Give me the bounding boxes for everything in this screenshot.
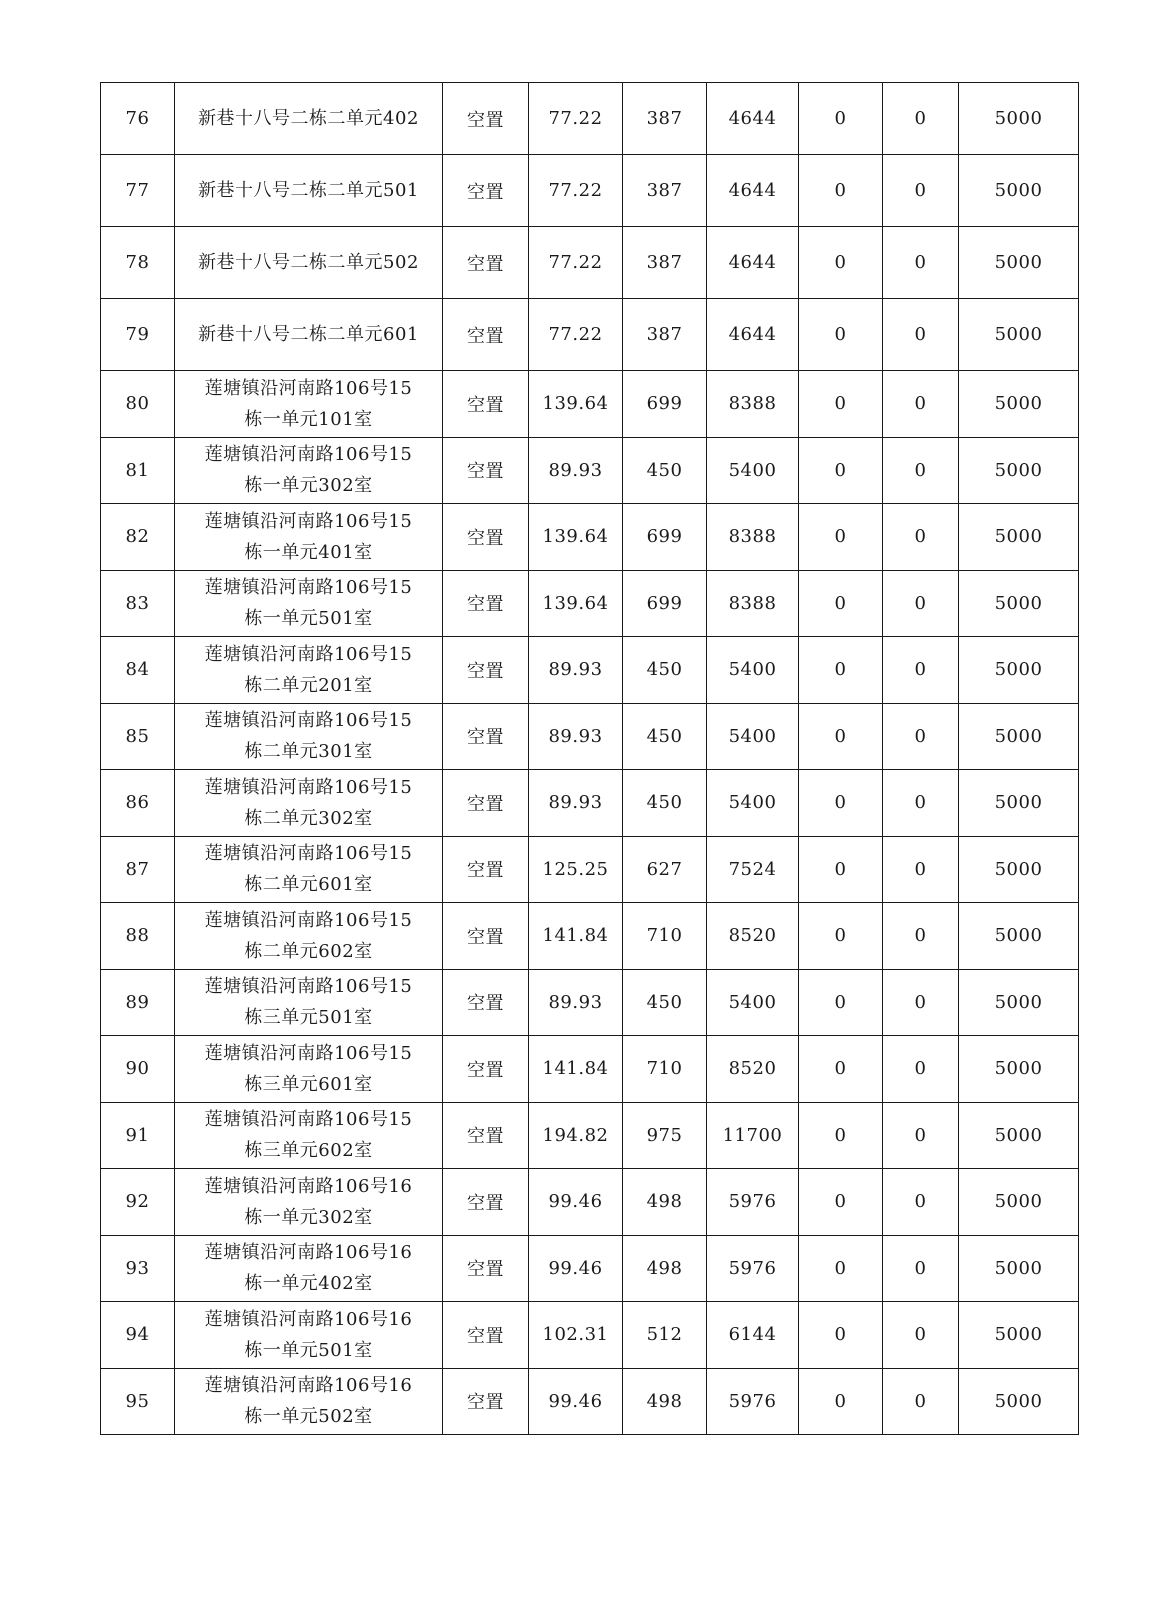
annual-rent-cell: 5976 — [707, 1235, 799, 1302]
row-number-cell: 83 — [101, 570, 175, 637]
address-cell — [175, 703, 443, 770]
area-cell: 77.22 — [529, 155, 623, 227]
annual-rent-cell: 4644 — [707, 83, 799, 155]
column-7-cell: 0 — [799, 836, 883, 903]
address-line: 栋一单元501室 — [244, 1339, 373, 1361]
address-cell — [175, 836, 443, 903]
status-cell: 空置 — [443, 299, 529, 371]
address-cell — [175, 1302, 443, 1369]
table-row — [101, 637, 1079, 704]
address-cell — [175, 1368, 443, 1435]
status-cell: 空置 — [443, 437, 529, 504]
column-9-cell: 5000 — [959, 1235, 1079, 1302]
address-line: 栋二单元302室 — [244, 807, 373, 829]
status-cell: 空置 — [443, 504, 529, 571]
monthly-rent-cell: 699 — [623, 371, 707, 438]
row-number-cell: 95 — [101, 1368, 175, 1435]
column-8-cell: 0 — [883, 83, 959, 155]
address-line: 新巷十八号二栋二单元402 — [198, 108, 419, 129]
area-cell: 139.64 — [529, 570, 623, 637]
address-line: 栋一单元302室 — [244, 1206, 373, 1228]
address-line: 栋一单元402室 — [244, 1273, 373, 1295]
area-cell: 77.22 — [529, 227, 623, 299]
status-cell: 空置 — [443, 1235, 529, 1302]
column-9-cell: 5000 — [959, 1036, 1079, 1103]
monthly-rent-cell: 387 — [623, 227, 707, 299]
status-cell: 空置 — [443, 1102, 529, 1169]
address-line: 莲塘镇沿河南路106号16 — [204, 1242, 413, 1264]
address-line: 栋二单元301室 — [244, 741, 373, 763]
column-9-cell: 5000 — [959, 1302, 1079, 1369]
address-line: 莲塘镇沿河南路106号15 — [204, 444, 413, 466]
annual-rent-cell: 6144 — [707, 1302, 799, 1369]
area-cell: 89.93 — [529, 437, 623, 504]
monthly-rent-cell: 627 — [623, 836, 707, 903]
row-number-cell: 80 — [101, 371, 175, 438]
status-cell: 空置 — [443, 903, 529, 970]
monthly-rent-cell: 710 — [623, 1036, 707, 1103]
area-cell: 99.46 — [529, 1235, 623, 1302]
monthly-rent-cell: 710 — [623, 903, 707, 970]
status-cell: 空置 — [443, 155, 529, 227]
address-line: 莲塘镇沿河南路106号15 — [204, 577, 413, 599]
column-9-cell: 5000 — [959, 570, 1079, 637]
column-7-cell: 0 — [799, 83, 883, 155]
table-row — [101, 836, 1079, 903]
table-row — [101, 371, 1079, 438]
column-9-cell: 5000 — [959, 637, 1079, 704]
address-line: 栋三单元501室 — [244, 1007, 373, 1029]
column-8-cell: 0 — [883, 1169, 959, 1236]
column-7-cell: 0 — [799, 371, 883, 438]
address-line: 栋二单元201室 — [244, 674, 373, 696]
status-cell: 空置 — [443, 1302, 529, 1369]
area-cell: 194.82 — [529, 1102, 623, 1169]
row-number-cell: 76 — [101, 83, 175, 155]
area-cell: 89.93 — [529, 703, 623, 770]
table-row — [101, 155, 1079, 227]
address-cell — [175, 969, 443, 1036]
address-cell — [175, 1102, 443, 1169]
address-cell — [175, 1235, 443, 1302]
monthly-rent-cell: 450 — [623, 637, 707, 704]
column-9-cell: 5000 — [959, 1169, 1079, 1236]
address-line: 新巷十八号二栋二单元501 — [198, 180, 419, 201]
column-8-cell: 0 — [883, 437, 959, 504]
annual-rent-cell: 5400 — [707, 637, 799, 704]
column-9-cell: 5000 — [959, 770, 1079, 837]
column-9-cell: 5000 — [959, 836, 1079, 903]
column-7-cell: 0 — [799, 227, 883, 299]
column-8-cell: 0 — [883, 371, 959, 438]
column-9-cell: 5000 — [959, 903, 1079, 970]
column-7-cell: 0 — [799, 299, 883, 371]
table-row — [101, 770, 1079, 837]
address-line: 新巷十八号二栋二单元601 — [198, 324, 419, 345]
row-number-cell: 81 — [101, 437, 175, 504]
column-7-cell: 0 — [799, 1036, 883, 1103]
column-7-cell: 0 — [799, 703, 883, 770]
row-number-cell: 82 — [101, 504, 175, 571]
column-7-cell: 0 — [799, 570, 883, 637]
column-8-cell: 0 — [883, 1235, 959, 1302]
address-line: 栋三单元601室 — [244, 1073, 373, 1095]
column-8-cell: 0 — [883, 770, 959, 837]
column-8-cell: 0 — [883, 155, 959, 227]
column-8-cell: 0 — [883, 637, 959, 704]
table-row — [101, 969, 1079, 1036]
column-7-cell: 0 — [799, 504, 883, 571]
monthly-rent-cell: 387 — [623, 299, 707, 371]
area-cell: 141.84 — [529, 903, 623, 970]
annual-rent-cell: 4644 — [707, 227, 799, 299]
column-9-cell: 5000 — [959, 1368, 1079, 1435]
address-cell — [175, 504, 443, 571]
annual-rent-cell: 4644 — [707, 299, 799, 371]
annual-rent-cell: 7524 — [707, 836, 799, 903]
table-row — [101, 299, 1079, 371]
property-table — [100, 82, 1079, 1435]
area-cell: 141.84 — [529, 1036, 623, 1103]
address-cell — [175, 1036, 443, 1103]
annual-rent-cell: 8520 — [707, 903, 799, 970]
area-cell: 139.64 — [529, 504, 623, 571]
table-row — [101, 1036, 1079, 1103]
address-line: 莲塘镇沿河南路106号15 — [204, 843, 413, 865]
area-cell: 77.22 — [529, 299, 623, 371]
monthly-rent-cell: 387 — [623, 155, 707, 227]
monthly-rent-cell: 387 — [623, 83, 707, 155]
column-7-cell: 0 — [799, 1102, 883, 1169]
table-row — [101, 1302, 1079, 1369]
row-number-cell: 91 — [101, 1102, 175, 1169]
address-cell — [175, 227, 443, 299]
monthly-rent-cell: 512 — [623, 1302, 707, 1369]
address-line: 莲塘镇沿河南路106号15 — [204, 710, 413, 732]
column-8-cell: 0 — [883, 227, 959, 299]
column-7-cell: 0 — [799, 770, 883, 837]
annual-rent-cell: 5400 — [707, 770, 799, 837]
address-cell — [175, 371, 443, 438]
row-number-cell: 78 — [101, 227, 175, 299]
area-cell: 99.46 — [529, 1169, 623, 1236]
address-cell — [175, 770, 443, 837]
status-cell: 空置 — [443, 1169, 529, 1236]
address-cell — [175, 637, 443, 704]
address-cell — [175, 83, 443, 155]
column-9-cell: 5000 — [959, 703, 1079, 770]
column-7-cell: 0 — [799, 1235, 883, 1302]
column-7-cell: 0 — [799, 155, 883, 227]
column-9-cell: 5000 — [959, 227, 1079, 299]
table-row — [101, 227, 1079, 299]
row-number-cell: 85 — [101, 703, 175, 770]
column-9-cell: 5000 — [959, 155, 1079, 227]
address-line: 莲塘镇沿河南路106号15 — [204, 976, 413, 998]
monthly-rent-cell: 450 — [623, 969, 707, 1036]
area-cell: 89.93 — [529, 969, 623, 1036]
address-line: 栋二单元602室 — [244, 940, 373, 962]
monthly-rent-cell: 498 — [623, 1235, 707, 1302]
address-cell — [175, 299, 443, 371]
status-cell: 空置 — [443, 969, 529, 1036]
table-row — [101, 83, 1079, 155]
annual-rent-cell: 8388 — [707, 504, 799, 571]
row-number-cell: 77 — [101, 155, 175, 227]
address-line: 莲塘镇沿河南路106号15 — [204, 909, 413, 931]
column-8-cell: 0 — [883, 1036, 959, 1103]
address-cell — [175, 570, 443, 637]
status-cell: 空置 — [443, 371, 529, 438]
table-row — [101, 703, 1079, 770]
address-line: 莲塘镇沿河南路106号15 — [204, 1109, 413, 1131]
address-line: 莲塘镇沿河南路106号16 — [204, 1308, 413, 1330]
address-line: 栋二单元601室 — [244, 874, 373, 896]
column-7-cell: 0 — [799, 1368, 883, 1435]
table-row — [101, 570, 1079, 637]
row-number-cell: 84 — [101, 637, 175, 704]
address-cell — [175, 1169, 443, 1236]
column-8-cell: 0 — [883, 903, 959, 970]
table-row — [101, 1235, 1079, 1302]
address-line: 栋一单元502室 — [244, 1406, 373, 1428]
annual-rent-cell: 4644 — [707, 155, 799, 227]
column-9-cell: 5000 — [959, 504, 1079, 571]
address-line: 栋一单元501室 — [244, 608, 373, 630]
status-cell: 空置 — [443, 637, 529, 704]
annual-rent-cell: 5400 — [707, 703, 799, 770]
column-8-cell: 0 — [883, 299, 959, 371]
table-body — [101, 83, 1079, 1435]
address-line: 莲塘镇沿河南路106号15 — [204, 643, 413, 665]
area-cell: 77.22 — [529, 83, 623, 155]
annual-rent-cell: 5976 — [707, 1169, 799, 1236]
status-cell: 空置 — [443, 703, 529, 770]
address-cell — [175, 155, 443, 227]
address-line: 栋三单元602室 — [244, 1140, 373, 1162]
annual-rent-cell: 8388 — [707, 570, 799, 637]
row-number-cell: 89 — [101, 969, 175, 1036]
row-number-cell: 92 — [101, 1169, 175, 1236]
area-cell: 99.46 — [529, 1368, 623, 1435]
column-9-cell: 5000 — [959, 83, 1079, 155]
column-7-cell: 0 — [799, 1169, 883, 1236]
annual-rent-cell: 5400 — [707, 969, 799, 1036]
row-number-cell: 90 — [101, 1036, 175, 1103]
address-line: 新巷十八号二栋二单元502 — [198, 252, 419, 273]
row-number-cell: 86 — [101, 770, 175, 837]
address-line: 莲塘镇沿河南路106号16 — [204, 1175, 413, 1197]
address-line: 莲塘镇沿河南路106号15 — [204, 1042, 413, 1064]
column-8-cell: 0 — [883, 836, 959, 903]
row-number-cell: 88 — [101, 903, 175, 970]
monthly-rent-cell: 498 — [623, 1368, 707, 1435]
status-cell: 空置 — [443, 83, 529, 155]
column-7-cell: 0 — [799, 637, 883, 704]
address-line: 莲塘镇沿河南路106号15 — [204, 377, 413, 399]
monthly-rent-cell: 975 — [623, 1102, 707, 1169]
monthly-rent-cell: 450 — [623, 437, 707, 504]
annual-rent-cell: 11700 — [707, 1102, 799, 1169]
status-cell: 空置 — [443, 1036, 529, 1103]
column-8-cell: 0 — [883, 504, 959, 571]
status-cell: 空置 — [443, 570, 529, 637]
area-cell: 89.93 — [529, 637, 623, 704]
table-row — [101, 1169, 1079, 1236]
column-7-cell: 0 — [799, 1302, 883, 1369]
column-7-cell: 0 — [799, 903, 883, 970]
monthly-rent-cell: 450 — [623, 770, 707, 837]
column-9-cell: 5000 — [959, 299, 1079, 371]
address-line: 栋一单元101室 — [244, 408, 373, 430]
monthly-rent-cell: 699 — [623, 504, 707, 571]
column-9-cell: 5000 — [959, 437, 1079, 504]
table-row — [101, 1368, 1079, 1435]
address-line: 莲塘镇沿河南路106号16 — [204, 1375, 413, 1397]
annual-rent-cell: 5976 — [707, 1368, 799, 1435]
address-line: 栋一单元302室 — [244, 475, 373, 497]
annual-rent-cell: 5400 — [707, 437, 799, 504]
column-8-cell: 0 — [883, 703, 959, 770]
area-cell: 89.93 — [529, 770, 623, 837]
monthly-rent-cell: 450 — [623, 703, 707, 770]
address-cell — [175, 903, 443, 970]
table-row — [101, 437, 1079, 504]
address-line: 莲塘镇沿河南路106号15 — [204, 776, 413, 798]
column-8-cell: 0 — [883, 1302, 959, 1369]
column-7-cell: 0 — [799, 437, 883, 504]
column-8-cell: 0 — [883, 1102, 959, 1169]
area-cell: 125.25 — [529, 836, 623, 903]
status-cell: 空置 — [443, 227, 529, 299]
status-cell: 空置 — [443, 770, 529, 837]
column-9-cell: 5000 — [959, 969, 1079, 1036]
status-cell: 空置 — [443, 836, 529, 903]
table-row — [101, 504, 1079, 571]
table-row — [101, 903, 1079, 970]
row-number-cell: 93 — [101, 1235, 175, 1302]
area-cell: 102.31 — [529, 1302, 623, 1369]
column-7-cell: 0 — [799, 969, 883, 1036]
column-8-cell: 0 — [883, 1368, 959, 1435]
annual-rent-cell: 8520 — [707, 1036, 799, 1103]
address-line: 莲塘镇沿河南路106号15 — [204, 510, 413, 532]
column-9-cell: 5000 — [959, 371, 1079, 438]
annual-rent-cell: 8388 — [707, 371, 799, 438]
status-cell: 空置 — [443, 1368, 529, 1435]
area-cell: 139.64 — [529, 371, 623, 438]
monthly-rent-cell: 498 — [623, 1169, 707, 1236]
address-line: 栋一单元401室 — [244, 541, 373, 563]
table-row — [101, 1102, 1079, 1169]
address-cell — [175, 437, 443, 504]
monthly-rent-cell: 699 — [623, 570, 707, 637]
column-8-cell: 0 — [883, 969, 959, 1036]
column-9-cell: 5000 — [959, 1102, 1079, 1169]
row-number-cell: 79 — [101, 299, 175, 371]
column-8-cell: 0 — [883, 570, 959, 637]
row-number-cell: 94 — [101, 1302, 175, 1369]
row-number-cell: 87 — [101, 836, 175, 903]
